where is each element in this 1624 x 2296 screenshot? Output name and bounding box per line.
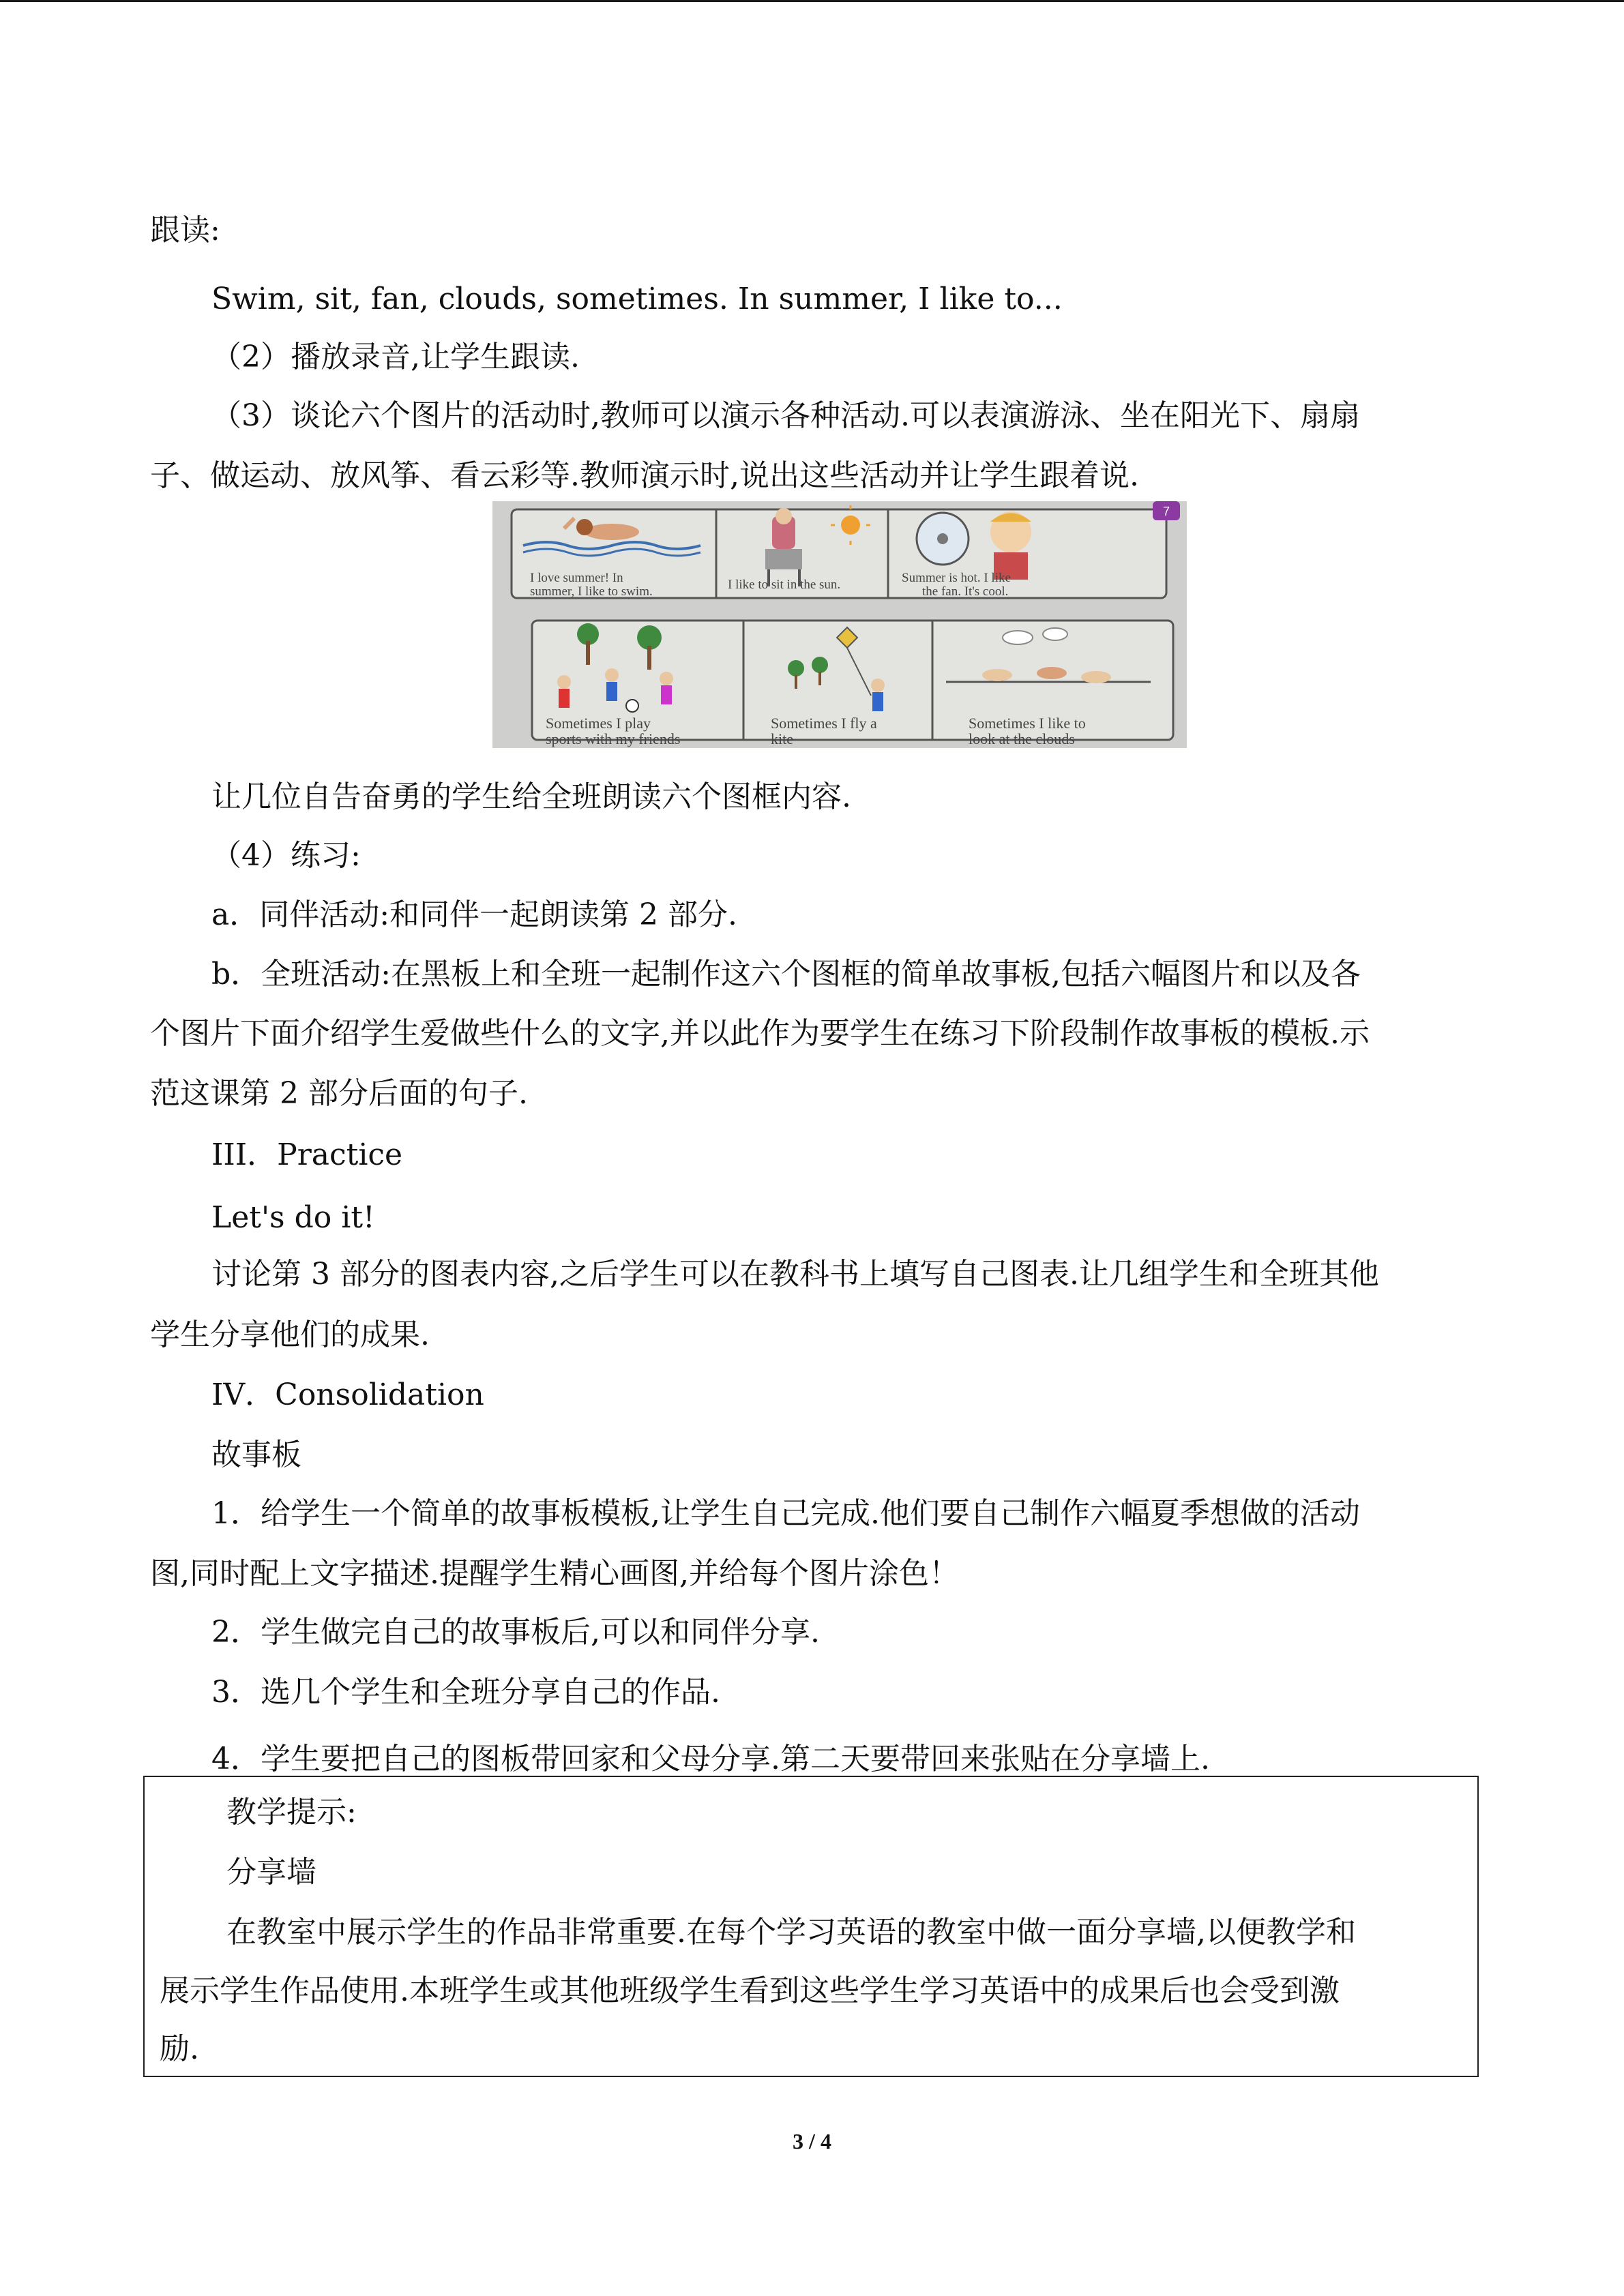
text-line: 4．学生要把自己的图板带回家和父母分享.第二天要带回来张贴在分享墙上. [211, 1742, 1210, 1776]
badge-number: 7 [1162, 505, 1170, 518]
text-line: 1．给学生一个简单的故事板模板,让学生自己完成.他们要自己制作六幅夏季想做的活动 [211, 1496, 1360, 1531]
text-line: 2．学生做完自己的故事板后,可以和同伴分享. [211, 1615, 820, 1650]
text-line: Let's do it! [211, 1200, 375, 1235]
section-heading: IV．Consolidation [211, 1377, 484, 1412]
text-line: 3．选几个学生和全班分享自己的作品. [211, 1675, 720, 1710]
section-heading: III．Practice [211, 1137, 403, 1172]
text-line: 跟读: [150, 213, 220, 248]
page-number: 3 / 4 [793, 2129, 831, 2153]
text-line: 让几位自告奋勇的学生给全班朗读六个图框内容. [211, 779, 851, 814]
caption-text: I like to sit in the sun. [728, 578, 841, 592]
caption-text: look at the clouds [969, 730, 1075, 747]
tip-subheading: 分享墙 [226, 1855, 316, 1890]
top-border [0, 0, 1624, 2]
text-line: （4）练习: [211, 838, 361, 873]
text-line: Swim, sit, fan, clouds, sometimes. In summer, I like to... [211, 282, 1063, 316]
text-line: 故事板 [211, 1437, 301, 1472]
text-line: 图,同时配上文字描述.提醒学生精心画图,并给每个图片涂色！ [150, 1556, 959, 1591]
teaching-tip-box [143, 1776, 1479, 2077]
caption-text: the fan. It's cool. [922, 584, 1009, 599]
text-line: a．同伴活动:和同伴一起朗读第 2 部分. [211, 897, 738, 932]
text-line: 学生分享他们的成果. [150, 1317, 430, 1352]
caption-text: Sometimes I fly a [771, 715, 877, 732]
tip-heading: 教学提示: [226, 1795, 357, 1830]
text-line: 子、做运动、放风筝、看云彩等.教师演示时,说出这些活动并让学生跟着说. [150, 458, 1139, 493]
caption-text: Summer is hot. I like [902, 571, 1011, 585]
text-line: 讨论第 3 部分的图表内容,之后学生可以在教科书上填写自己图表.让几组学生和全班其他 [211, 1257, 1379, 1292]
caption-text: Sometimes I like to [969, 715, 1086, 732]
text-line: b．全班活动:在黑板上和全班一起制作这六个图框的简单故事板,包括六幅图片和以及各 [211, 957, 1361, 992]
text-line: （2）播放录音,让学生跟读. [211, 340, 580, 374]
text-line: （3）谈论六个图片的活动时,教师可以演示各种活动.可以表演游泳、坐在阳光下、扇扇 [211, 398, 1360, 433]
caption-text: summer, I like to swim. [530, 584, 653, 599]
tip-text: 在教室中展示学生的作品非常重要.在每个学习英语的教室中做一面分享墙,以便教学和 [226, 1915, 1356, 1950]
tip-text: 展示学生作品使用.本班学生或其他班级学生看到这些学生学习英语中的成果后也会受到激 [160, 1973, 1340, 2008]
tip-text: 励. [160, 2031, 199, 2066]
caption-text: kite [771, 730, 793, 747]
text-line: 个图片下面介绍学生爱做些什么的文字,并以此作为要学生在练习下阶段制作故事板的模板.示 [150, 1016, 1370, 1051]
caption-text: I love summer! In [530, 571, 623, 585]
text-line: 范这课第 2 部分后面的句子. [150, 1076, 528, 1111]
caption-text: sports with my friends [546, 730, 681, 747]
textbook-illustration [492, 501, 1187, 748]
caption-text: Sometimes I play [546, 715, 651, 732]
